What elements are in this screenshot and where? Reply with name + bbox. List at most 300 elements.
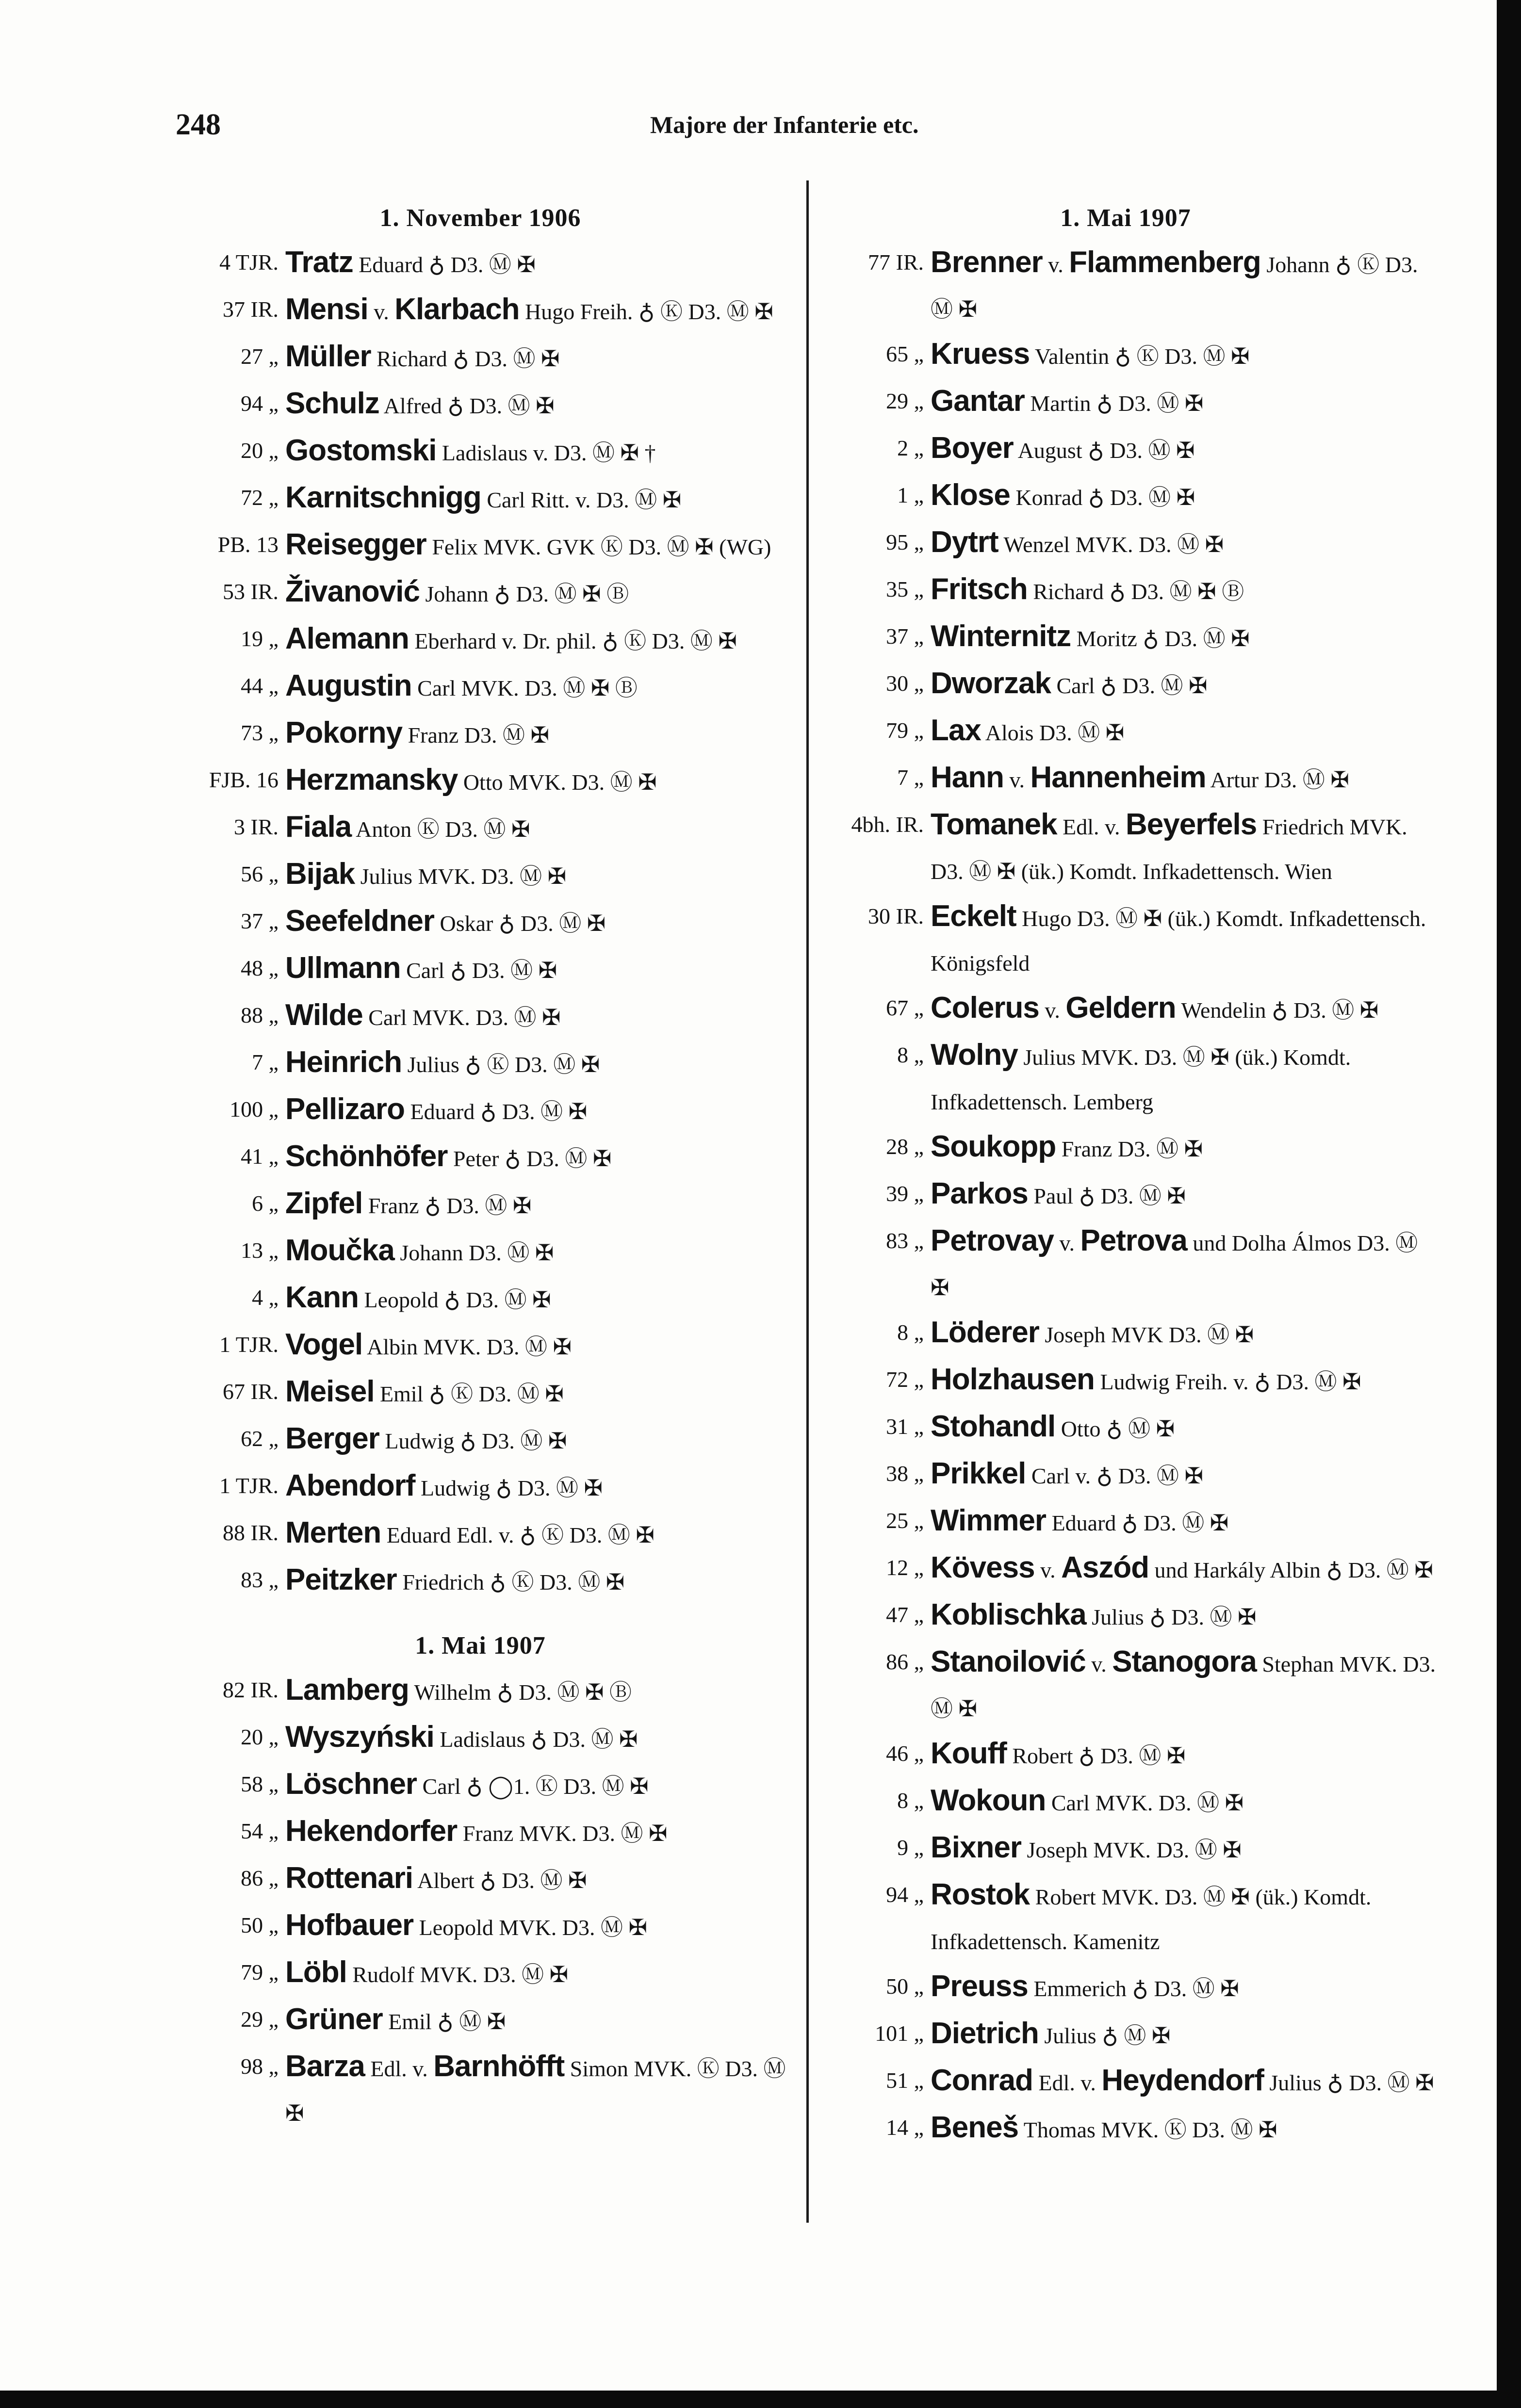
regiment-number: 94 „ — [886, 1882, 924, 1907]
list-entry — [810, 1171, 1441, 1219]
list-entry — [810, 1124, 1441, 1171]
list-entry — [165, 1181, 796, 1228]
entry-details: Alois D3. Ⓜ ✠ — [981, 720, 1125, 745]
officer-surname: Löderer — [931, 1316, 1039, 1349]
regiment-number: 101 „ — [875, 2021, 924, 2046]
officer-surname: Wyszyński — [285, 1720, 434, 1754]
regiment-number: 72 „ — [886, 1367, 924, 1392]
regiment-number: 25 „ — [886, 1508, 924, 1533]
entry-details: Felix MVK. GVK Ⓚ D3. Ⓜ ✠ (WG) — [426, 535, 771, 559]
officer-surname: Eckelt — [931, 899, 1016, 933]
entry-text — [285, 946, 796, 993]
entry-text — [931, 661, 1441, 708]
officer-surname: Soukopp — [931, 1130, 1056, 1163]
officer-surname: Hofbauer — [285, 1908, 414, 1942]
entry-details: Stephan MVK. D3. Ⓜ ✠ — [931, 1652, 1436, 1721]
entry-text — [285, 1950, 796, 1997]
entry-text — [931, 2105, 1441, 2152]
list-entry — [810, 708, 1441, 755]
entry-details: Carl MVK. D3. Ⓜ ✠ Ⓑ — [411, 676, 638, 700]
entry-text — [285, 1040, 796, 1087]
list-entry — [165, 1762, 796, 1809]
entry-details: Robert ♁ D3. Ⓜ ✠ — [1006, 1743, 1186, 1768]
officer-surname: Colerus — [931, 991, 1039, 1025]
list-entry — [810, 1404, 1441, 1451]
officer-surname: Berger — [285, 1422, 379, 1455]
officer-surname: Lamberg — [285, 1673, 409, 1707]
list-entry — [165, 1856, 796, 1903]
entry-details: Julius ♁ Ⓜ ✠ — [1038, 2023, 1171, 2048]
entry-details: Albert ♁ D3. Ⓜ ✠ — [413, 1868, 587, 1893]
entry-details: Ludwig Freih. v. ♁ D3. Ⓜ ✠ — [1094, 1369, 1361, 1394]
regiment-number: 35 „ — [886, 577, 924, 602]
entry-details: Ludwig ♁ D3. Ⓜ ✠ — [379, 1429, 567, 1453]
entry-text — [931, 1404, 1441, 1451]
list-entry — [165, 1950, 796, 1997]
regiment-number: FJB. 16 — [209, 767, 278, 792]
entry-details: Eduard ♁ D3. Ⓜ ✠ — [1046, 1511, 1229, 1535]
entry-text — [285, 617, 796, 664]
officer-surname: Wolny — [931, 1038, 1018, 1072]
entry-text — [285, 1668, 796, 1715]
regiment-number: 14 „ — [886, 2115, 924, 2140]
entry-text — [285, 1511, 796, 1558]
list-entry — [810, 894, 1441, 986]
regiment-number: 37 „ — [241, 909, 278, 933]
officer-surname: Löschner — [285, 1767, 417, 1801]
entry-details: Franz ♁ D3. Ⓜ ✠ — [362, 1193, 532, 1218]
entry-text — [285, 1809, 796, 1856]
entry-text — [285, 1134, 796, 1181]
entry-text — [285, 852, 796, 899]
entry-text — [285, 899, 796, 946]
officer-surname: Preuss — [931, 1969, 1028, 2003]
entry-details: Carl Ritt. v. D3. Ⓜ ✠ — [481, 488, 682, 512]
regiment-number: 86 „ — [886, 1649, 924, 1674]
officer-surname: Meisel — [285, 1375, 375, 1408]
entry-details: Oskar ♁ D3. Ⓜ ✠ — [434, 911, 606, 936]
officer-surname: Grüner — [285, 2002, 383, 2036]
officer-surname: Dworzak — [931, 667, 1051, 700]
column-divider — [806, 180, 809, 2223]
list-entry — [165, 1087, 796, 1134]
entry-text — [931, 1498, 1441, 1546]
entry-details: Anton Ⓚ D3. Ⓜ ✠ — [351, 817, 530, 842]
regiment-number: 100 „ — [229, 1097, 278, 1122]
list-entry — [810, 567, 1441, 614]
officer-surname: Alemann — [285, 622, 409, 655]
officer-surname: Löbl — [285, 1955, 347, 1989]
entry-text — [285, 334, 796, 381]
list-entry — [810, 1872, 1441, 1964]
list-entry — [810, 1310, 1441, 1357]
entry-details: Emil ♁ Ⓚ D3. Ⓜ ✠ — [374, 1382, 564, 1406]
regiment-number: 98 „ — [241, 2054, 278, 2079]
page-number: 248 — [176, 108, 221, 141]
officer-surname: Parkos — [931, 1177, 1028, 1210]
entry-details: Wendelin ♁ D3. Ⓜ ✠ — [1176, 998, 1379, 1023]
entry-text — [285, 2044, 796, 2136]
entry-details: Eduard Edl. v. ♁ Ⓚ D3. Ⓜ ✠ — [381, 1523, 654, 1547]
entry-text — [931, 1357, 1441, 1404]
entry-text — [931, 1825, 1441, 1872]
list-entry — [165, 852, 796, 899]
entry-details: Edl. v. — [364, 2056, 434, 2081]
regiment-number: 31 „ — [886, 1414, 924, 1439]
officer-surname: Pellizaro — [285, 1092, 405, 1126]
list-entry — [165, 1369, 796, 1416]
right-column — [810, 196, 1441, 2152]
entry-details: Julius MVK. D3. Ⓜ ✠ — [355, 864, 567, 889]
entry-text — [931, 332, 1441, 379]
list-entry — [165, 522, 796, 569]
officer-surname: Holzhausen — [931, 1363, 1095, 1396]
entry-details: Peter ♁ D3. Ⓜ ✠ — [447, 1146, 612, 1171]
regiment-number: 30 „ — [886, 671, 924, 696]
entry-text — [285, 287, 796, 334]
officer-surname: Lax — [931, 714, 981, 747]
entry-details: Leopold ♁ D3. Ⓜ ✠ — [359, 1287, 551, 1312]
officer-surname-part: Beyerfels — [1126, 808, 1257, 841]
entry-text — [285, 1369, 796, 1416]
officer-surname: Gostomski — [285, 434, 437, 467]
regiment-number: 86 „ — [241, 1866, 278, 1890]
regiment-number: 1 TJR. — [219, 1473, 278, 1498]
officer-surname: Dytrt — [931, 525, 998, 559]
entry-text — [285, 522, 796, 569]
scan-border-bottom — [0, 2391, 1521, 2408]
entry-text — [931, 426, 1441, 473]
list-entry — [165, 946, 796, 993]
regiment-number: 48 „ — [241, 956, 278, 980]
entry-details: Friedrich MVK. D3. Ⓜ ✠ (ük.) Komdt. Infkadettensch. Wien — [931, 814, 1407, 884]
officer-surname: Schönhöfer — [285, 1139, 448, 1173]
regiment-number: 39 „ — [886, 1181, 924, 1206]
officer-surname: Kouff — [931, 1737, 1007, 1770]
officer-surname: Seefeldner — [285, 904, 435, 938]
list-entry — [165, 287, 796, 334]
officer-surname-part: Stanogora — [1112, 1645, 1257, 1678]
entry-details: v. — [1034, 1558, 1062, 1582]
officer-surname: Dietrich — [931, 2017, 1039, 2050]
entry-details: Johann ♁ D3. Ⓜ ✠ Ⓑ — [420, 582, 629, 606]
officer-surname: Herzmansky — [285, 763, 458, 797]
regiment-number: 28 „ — [886, 1134, 924, 1159]
list-entry — [165, 1558, 796, 1605]
regiment-number: 1 „ — [897, 483, 924, 507]
entry-text — [285, 1762, 796, 1809]
entry-text — [931, 614, 1441, 661]
list-entry — [810, 1825, 1441, 1872]
regiment-number: 53 IR. — [223, 579, 278, 604]
regiment-number: 29 „ — [886, 389, 924, 413]
list-entry — [810, 240, 1441, 332]
officer-surname: Brenner — [931, 245, 1043, 279]
list-entry — [810, 802, 1441, 894]
list-entry — [165, 1134, 796, 1181]
entry-details: Johann D3. Ⓜ ✠ — [394, 1240, 554, 1265]
entry-text — [931, 755, 1441, 802]
regiment-number: 4bh. IR. — [851, 812, 924, 837]
officer-surname: Bixner — [931, 1831, 1021, 1864]
regiment-number: 37 IR. — [223, 297, 278, 322]
officer-surname: Živanović — [285, 575, 420, 608]
entry-details: Edl. v. — [1057, 814, 1126, 839]
officer-surname: Köve​ss — [931, 1551, 1035, 1584]
entry-details: Paul ♁ D3. Ⓜ ✠ — [1028, 1184, 1186, 1208]
officer-surname-part: Barnhöfft — [433, 2050, 565, 2083]
list-entry — [165, 334, 796, 381]
list-entry — [810, 520, 1441, 567]
regiment-number: 50 „ — [886, 1974, 924, 1999]
entry-text — [931, 1310, 1441, 1357]
entry-details: und Dolha Álmos D3. Ⓜ ✠ — [931, 1231, 1418, 1300]
entry-details: Wenzel MVK. D3. Ⓜ ✠ — [998, 532, 1224, 557]
officer-surname: Boyer — [931, 431, 1014, 465]
entry-details: Julius ♁ Ⓚ D3. Ⓜ ✠ — [402, 1052, 600, 1077]
entry-text — [285, 240, 796, 287]
entry-details: Ludwig ♁ D3. Ⓜ ✠ — [415, 1476, 603, 1500]
entry-details: Ladislaus ♁ D3. Ⓜ ✠ — [434, 1727, 638, 1752]
entry-text — [285, 475, 796, 522]
regiment-number: 4 TJR. — [219, 250, 278, 275]
officer-surname: Karnitschnigg — [285, 481, 481, 514]
officer-surname: Stanoilović — [931, 1645, 1086, 1678]
officer-surname: Barza — [285, 2050, 365, 2083]
list-entry — [165, 1997, 796, 2044]
regiment-number: 44 „ — [241, 673, 278, 698]
regiment-number: 79 „ — [241, 1960, 278, 1985]
list-entry — [810, 1498, 1441, 1546]
entry-text — [931, 1778, 1441, 1825]
entry-text — [285, 1181, 796, 1228]
entry-text — [931, 520, 1441, 567]
regiment-number: 29 „ — [241, 2007, 278, 2032]
regiment-number: 27 „ — [241, 344, 278, 369]
entry-details: Otto MVK. D3. Ⓜ ✠ — [458, 770, 657, 795]
entry-details: Carl ♁ D3. Ⓜ ✠ — [400, 958, 557, 983]
officer-surname: Koblischka — [931, 1598, 1086, 1631]
list-entry — [165, 381, 796, 428]
list-entry — [810, 473, 1441, 520]
officer-surname: Winternitz — [931, 619, 1071, 653]
officer-surname: Ullmann — [285, 951, 401, 985]
list-entry — [165, 758, 796, 805]
regiment-number: 83 „ — [241, 1567, 278, 1592]
entry-text — [931, 1033, 1441, 1124]
entry-details: Franz MVK. D3. Ⓜ ✠ — [457, 1821, 668, 1846]
list-entry — [165, 475, 796, 522]
list-entry — [810, 1451, 1441, 1498]
officer-surname: Stohandl — [931, 1410, 1056, 1443]
list-entry — [165, 428, 796, 475]
regiment-number: 8 „ — [897, 1320, 924, 1345]
entry-text — [285, 1228, 796, 1275]
entry-details: Joseph MVK. D3. Ⓜ ✠ — [1021, 1838, 1242, 1862]
list-entry — [165, 993, 796, 1040]
regiment-number: 67 „ — [886, 995, 924, 1020]
officer-surname: Moučka — [285, 1234, 394, 1267]
entry-text — [931, 1124, 1441, 1171]
list-entry — [810, 1640, 1441, 1731]
officer-surname: Heinrich — [285, 1045, 402, 1079]
regiment-number: 82 IR. — [223, 1677, 278, 1702]
officer-surname: Wokoun — [931, 1784, 1046, 1817]
officer-surname-part: Petrova — [1080, 1224, 1187, 1257]
entry-details: v. — [1053, 1231, 1080, 1255]
list-entry — [810, 2011, 1441, 2058]
scan-border-right — [1497, 0, 1521, 2408]
regiment-number: 41 „ — [241, 1144, 278, 1169]
entry-details: und Harkály Albin ♁ D3. Ⓜ ✠ — [1149, 1558, 1433, 1582]
list-entry — [165, 664, 796, 711]
regiment-number: 73 „ — [241, 720, 278, 745]
entry-details: v. — [1004, 767, 1030, 792]
entry-text — [931, 1546, 1441, 1593]
officer-surname-part: Klarbach — [394, 293, 520, 326]
regiment-number: 54 „ — [241, 1819, 278, 1843]
entry-text — [285, 428, 796, 475]
entry-details: Otto ♁ Ⓜ ✠ — [1055, 1416, 1175, 1441]
officer-surname: Peitzker — [285, 1563, 397, 1596]
regiment-number: 83 „ — [886, 1228, 924, 1253]
list-entry — [165, 1040, 796, 1087]
section-heading: 1. Mai 1907 — [415, 1632, 546, 1660]
regiment-number: 72 „ — [241, 485, 278, 510]
entry-details: v. — [1085, 1652, 1112, 1676]
entry-details: Martin ♁ D3. Ⓜ ✠ — [1024, 391, 1204, 416]
list-entry — [165, 617, 796, 664]
officer-surname: Conrad — [931, 2064, 1033, 2097]
entry-details: Hugo D3. Ⓜ ✠ (ük.) Komdt. Infkadettensch. Königsfeld — [931, 906, 1426, 976]
officer-surname: Beneš — [931, 2111, 1019, 2144]
list-entry — [810, 332, 1441, 379]
entry-text — [285, 1997, 796, 2044]
entry-details: Franz D3. Ⓜ ✠ — [402, 723, 550, 748]
regiment-number: 56 „ — [241, 862, 278, 886]
regiment-number: 2 „ — [897, 436, 924, 460]
list-entry — [165, 1903, 796, 1950]
list-entry — [810, 1593, 1441, 1640]
entry-text — [931, 1640, 1441, 1731]
regiment-number: 62 „ — [241, 1426, 278, 1451]
list-entry — [810, 426, 1441, 473]
list-entry — [165, 1464, 796, 1511]
regiment-number: 65 „ — [886, 342, 924, 366]
entry-list — [165, 240, 796, 1605]
list-entry — [810, 1778, 1441, 1825]
entry-text — [285, 1558, 796, 1605]
entry-text — [931, 1219, 1441, 1310]
entry-details: Alfred ♁ D3. Ⓜ ✠ — [379, 393, 555, 418]
list-entry — [810, 1033, 1441, 1124]
entry-details: Rudolf MVK. D3. Ⓜ ✠ — [346, 1962, 569, 1987]
entry-details: Thomas MVK. Ⓚ D3. Ⓜ ✠ — [1018, 2117, 1277, 2142]
list-entry — [810, 986, 1441, 1033]
regiment-number: 3 IR. — [234, 814, 278, 839]
list-entry — [810, 614, 1441, 661]
regiment-number: 7 „ — [897, 765, 924, 790]
list-entry — [165, 899, 796, 946]
entry-details: v. — [1039, 998, 1066, 1023]
left-column — [165, 196, 796, 2136]
entry-text — [931, 1731, 1441, 1778]
entry-text — [931, 240, 1441, 332]
list-entry — [165, 1511, 796, 1558]
officer-surname: Merten — [285, 1516, 381, 1549]
regiment-number: 30 IR. — [868, 904, 924, 928]
list-entry — [165, 1322, 796, 1369]
entry-text — [285, 805, 796, 852]
officer-surname: Abendorf — [285, 1469, 415, 1502]
entry-list — [165, 1668, 796, 2136]
section-heading: 1. Mai 1907 — [1060, 204, 1191, 232]
entry-text — [285, 711, 796, 758]
regiment-number: 79 „ — [886, 718, 924, 743]
entry-details: Moritz ♁ D3. Ⓜ ✠ — [1071, 626, 1250, 651]
list-entry — [165, 1228, 796, 1275]
entry-details: Julius ♁ D3. Ⓜ ✠ — [1086, 1605, 1257, 1629]
officer-surname: Prikkel — [931, 1457, 1026, 1490]
regiment-number: 88 IR. — [223, 1520, 278, 1545]
list-entry — [165, 240, 796, 287]
entry-details: Wilhelm ♁ D3. Ⓜ ✠ Ⓑ — [409, 1680, 632, 1705]
list-entry — [165, 1416, 796, 1464]
regiment-number: 50 „ — [241, 1913, 278, 1937]
running-title: Majore der Infanterie etc. — [650, 111, 919, 138]
officer-surname: Kann — [285, 1281, 359, 1314]
entry-details: Julius MVK. D3. Ⓜ ✠ (ük.) Komdt. Infkadettensch. Lemberg — [931, 1045, 1351, 1114]
list-entry — [810, 2105, 1441, 2152]
officer-surname: Hekendorfer — [285, 1814, 458, 1848]
entry-details: Hugo Freih. ♁ Ⓚ D3. Ⓜ ✠ — [519, 299, 773, 324]
list-entry — [165, 1715, 796, 1762]
officer-surname-part: Heydendorf — [1101, 2064, 1264, 2097]
regiment-number: 88 „ — [241, 1003, 278, 1027]
entry-text — [931, 1872, 1441, 1964]
regiment-number: 19 „ — [241, 626, 278, 651]
officer-surname: Klose — [931, 478, 1010, 512]
list-entry — [810, 1219, 1441, 1310]
officer-surname: Tomanek — [931, 808, 1057, 841]
entry-text — [285, 381, 796, 428]
list-entry — [810, 379, 1441, 426]
entry-text — [931, 1451, 1441, 1498]
list-entry — [165, 711, 796, 758]
regiment-number: 9 „ — [897, 1835, 924, 1860]
regiment-number: 46 „ — [886, 1741, 924, 1766]
regiment-number: PB. 13 — [217, 532, 278, 557]
entry-details: Eberhard v. Dr. phil. ♁ Ⓚ D3. Ⓜ ✠ — [409, 629, 737, 653]
entry-text — [931, 379, 1441, 426]
officer-surname: Bijak — [285, 857, 355, 891]
entry-details: Leopold MVK. D3. Ⓜ ✠ — [413, 1915, 648, 1940]
entry-text — [931, 986, 1441, 1033]
officer-surname: Rostok — [931, 1878, 1030, 1911]
officer-surname: Hann — [931, 761, 1004, 794]
list-entry — [810, 1357, 1441, 1404]
section-heading: 1. November 1906 — [379, 204, 581, 232]
entry-details: Joseph MVK D3. Ⓜ ✠ — [1039, 1322, 1254, 1347]
officer-surname: Pokorny — [285, 716, 403, 749]
regiment-number: 51 „ — [886, 2068, 924, 2093]
officer-surname: Vogel — [285, 1328, 363, 1361]
regiment-number: 58 „ — [241, 1772, 278, 1796]
list-entry — [810, 661, 1441, 708]
officer-surname: Tratz — [285, 245, 353, 279]
officer-surname-part: Hannenheim — [1030, 761, 1206, 794]
entry-details: Eduard ♁ D3. Ⓜ ✠ — [405, 1099, 588, 1124]
